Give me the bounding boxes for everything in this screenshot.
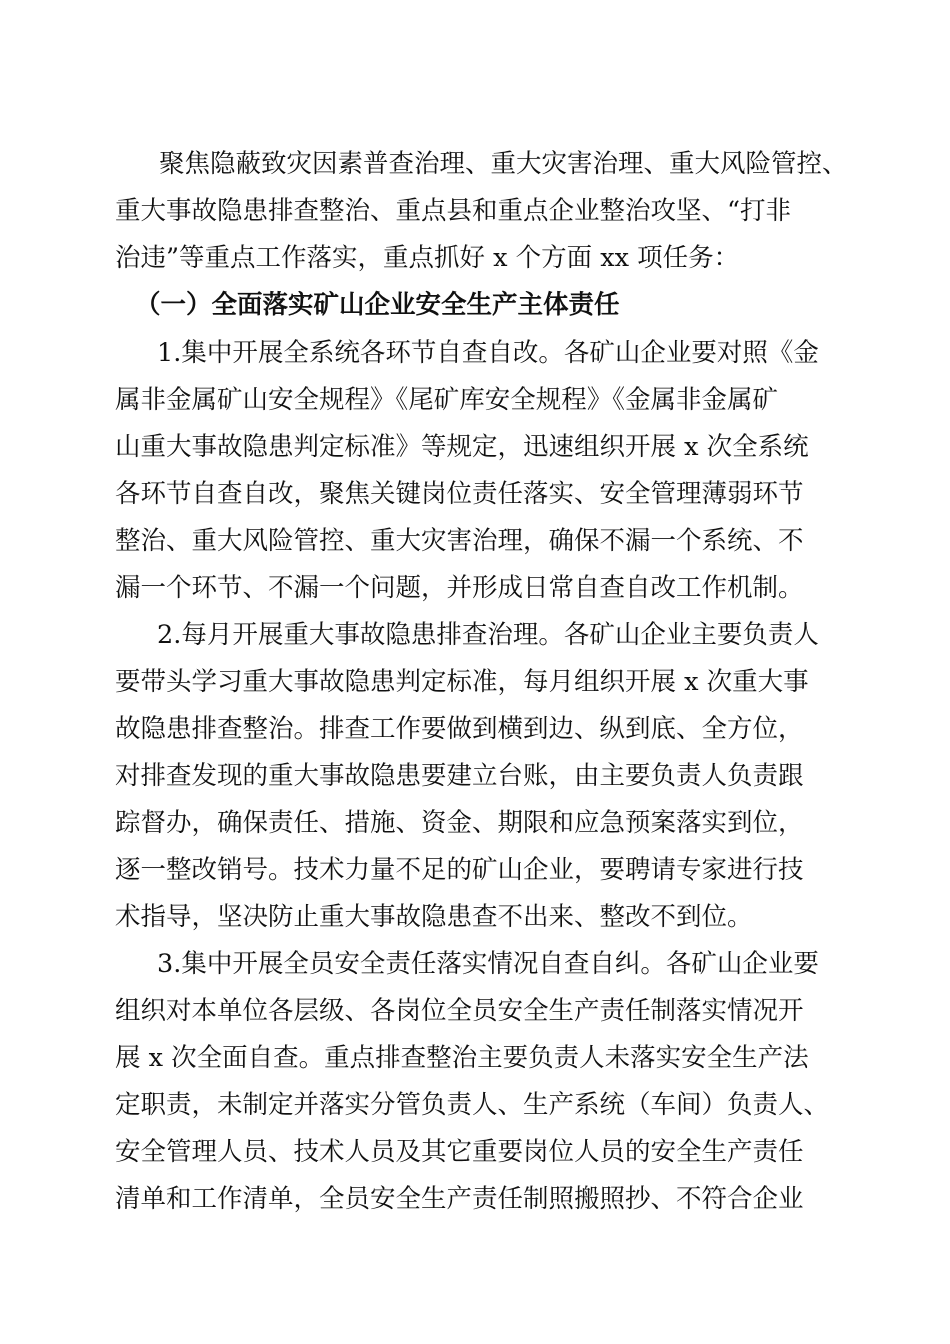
item-3-line-2: 组织对本单位各层级、各岗位全员安全生产责任制落实情况开	[115, 996, 804, 1026]
item-2-line-5: 踪督办，确保责任、措施、资金、期限和应急预案落实到位，	[115, 808, 804, 838]
item-2-line-1: 2.每月开展重大事故隐患排查治理。各矿山企业主要负责人	[157, 620, 819, 650]
item-2-line-2: 要带头学习重大事故隐患判定标准，每月组织开展 x 次重大事	[115, 667, 809, 697]
paragraph-intro-line-1: 聚焦隐蔽致灾因素普查治理、重大灾害治理、重大风险管控、	[159, 149, 848, 179]
item-1-line-1: 1.集中开展全系统各环节自查自改。各矿山企业要对照《金	[157, 338, 819, 368]
item-2-line-4: 对排查发现的重大事故隐患要建立台账，由主要负责人负责跟	[115, 761, 804, 791]
item-3-line-3: 展 x 次全面自查。重点排查整治主要负责人未落实安全生产法	[115, 1043, 809, 1073]
item-3-line-4: 定职责，未制定并落实分管负责人、生产系统（车间）负责人、	[115, 1090, 830, 1120]
item-1-line-6: 漏一个环节、不漏一个问题，并形成日常自查自改工作机制。	[115, 573, 804, 603]
item-2-line-6: 逐一整改销号。技术力量不足的矿山企业，要聘请专家进行技	[115, 855, 804, 885]
paragraph-intro-line-3: 治违”等重点工作落实，重点抓好 x 个方面 xx 项任务：	[115, 243, 740, 273]
item-1-line-4: 各环节自查自改，聚焦关键岗位责任落实、安全管理薄弱环节	[115, 479, 804, 509]
paragraph-intro-line-2: 重大事故隐患排查整治、重点县和重点企业整治攻坚、“打非	[115, 196, 792, 226]
item-2-line-7: 术指导，坚决防止重大事故隐患查不出来、整改不到位。	[115, 902, 753, 932]
item-1-line-2: 属非金属矿山安全规程》《尾矿库安全规程》《金属非金属矿	[115, 385, 779, 415]
item-3-line-6: 清单和工作清单，全员安全生产责任制照搬照抄、不符合企业	[115, 1184, 804, 1214]
item-3-line-5: 安全管理人员、技术人员及其它重要岗位人员的安全生产责任	[115, 1137, 804, 1167]
item-2-line-3: 故隐患排查整治。排查工作要做到横到边、纵到底、全方位，	[115, 714, 804, 744]
item-3-line-1: 3.集中开展全员安全责任落实情况自查自纠。各矿山企业要	[157, 949, 819, 979]
section-heading-1: （一）全面落实矿山企业安全生产主体责任	[135, 290, 620, 320]
item-1-line-5: 整治、重大风险管控、重大灾害治理，确保不漏一个系统、不	[115, 526, 804, 556]
item-1-line-3: 山重大事故隐患判定标准》等规定，迅速组织开展 x 次全系统	[115, 432, 809, 462]
